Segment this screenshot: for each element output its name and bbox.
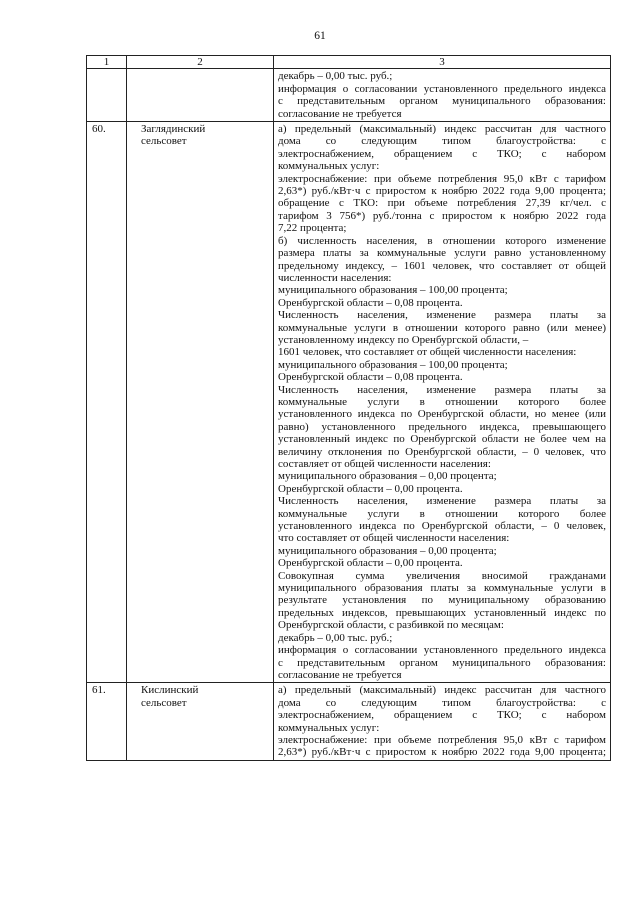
text-line: 1601 человек, что составляет от общей численности населения:	[278, 346, 577, 359]
text-line: равно) установленного предельного индекса, превышающего	[278, 420, 606, 433]
text-line: муниципального образования – 0,00 процента;	[278, 470, 497, 483]
text-line: установленному индексу по Оренбургской области, –	[278, 333, 529, 346]
table-row	[87, 69, 611, 122]
text-line: б) численность населения, в отношении которого изменение	[278, 234, 606, 247]
header-cell-2: 2	[127, 56, 274, 69]
description-cell	[274, 122, 611, 683]
text-line: декабрь – 0,00 тыс. руб.;	[278, 70, 393, 83]
table-body	[87, 56, 611, 761]
text-line: 2,63*) руб./кВт·ч с приростом к ноябрю 2022 года 9,00 процента;	[278, 746, 606, 759]
municipality-name-line: Заглядинский	[141, 123, 206, 136]
text-line: что составляет от общей численности населения:	[278, 532, 510, 545]
text-line: Оренбургской области – 0,00 процента.	[278, 482, 463, 495]
row-number: 60.	[87, 122, 127, 683]
text-line: декабрь – 0,00 тыс. руб.;	[278, 631, 393, 644]
text-line: электроснабжение: при объеме потребления 95,0 кВт с тарифом	[278, 733, 606, 746]
text-line: размера платы за коммунальные услуги равно установленному	[278, 247, 606, 260]
text-line: численности населения:	[278, 271, 392, 284]
row-number	[87, 69, 127, 122]
municipality-name	[127, 69, 274, 122]
text-line: Численность населения, изменение размера платы за	[278, 495, 606, 508]
text-line: Оренбургской области – 0,08 процента.	[278, 371, 463, 384]
text-line: с представительным органом муниципального образования:	[278, 656, 606, 669]
text-line: электроснабжением, обращением с ТКО; с набором	[278, 147, 606, 160]
text-line: а) предельный (максимальный) индекс рассчитан для частного	[278, 684, 606, 697]
text-line: электроснабжением, обращением с ТКО; с набором	[278, 709, 606, 722]
municipality-name-line: Кислинский	[141, 684, 199, 697]
text-line: Численность населения, изменение размера платы за	[278, 383, 606, 396]
text-line: информация о согласовании установленного предельного индекса	[278, 82, 606, 95]
text-line: согласование не требуется	[278, 668, 402, 681]
text-line: величину отклонения по Оренбургской области, – 0 человек, что	[278, 445, 606, 458]
page-number: 61	[314, 30, 326, 42]
text-line: Оренбургской области – 0,08 процента.	[278, 296, 463, 309]
text-line: дома со следующим типом благоустройства: с	[278, 696, 606, 709]
text-line: предельному индексу, – 1601 человек, что составляет от общей	[278, 259, 606, 272]
description-cell	[274, 69, 611, 122]
text-line: 7,22 процента;	[278, 222, 347, 235]
text-line: 2,63*) руб./кВт·ч с приростом к ноябрю 2022 года 9,00 процента;	[278, 185, 606, 198]
text-line: муниципального образования – 0,00 процента;	[278, 544, 497, 557]
municipality-name-line: сельсовет	[141, 135, 187, 148]
municipality-name-line: сельсовет	[141, 696, 187, 709]
text-line: обращение с ТКО: при объеме потребления 27,39 кг/чел. с	[278, 197, 606, 210]
text-line: тарифом 3 756*) руб./тонна с приростом к ноябрю 2022 года	[278, 209, 606, 222]
text-line: электроснабжение: при объеме потребления 95,0 кВт с тарифом	[278, 172, 606, 185]
table-row	[87, 122, 611, 683]
text-line: Совокупная сумма увеличения вносимой гражданами	[278, 569, 606, 582]
text-line: дома со следующим типом благоустройства: с	[278, 135, 606, 148]
text-line: муниципального образования платы за коммунальные услуги в	[278, 582, 606, 595]
municipality-name	[127, 683, 274, 760]
text-line: установленного индекса по Оренбургской области, но менее (или	[278, 408, 606, 421]
text-line: а) предельный (максимальный) индекс рассчитан для частного	[278, 123, 606, 136]
text-line: коммунальные услуги в отношении которого более	[278, 395, 606, 408]
text-line: коммунальных услуг:	[278, 160, 380, 173]
text-line: предельных индексов, превышающих установленный индекс по	[278, 606, 606, 619]
header-cell-3: 3	[274, 56, 611, 69]
text-line: коммунальные услуги в отношении которого более	[278, 507, 606, 520]
header-cell-1: 1	[87, 56, 127, 69]
text-line: муниципального образования – 100,00 процента;	[278, 358, 508, 371]
text-line: с представительным органом муниципального образования:	[278, 95, 606, 108]
document-table	[86, 55, 611, 761]
text-line: Оренбургской области – 0,00 процента.	[278, 557, 463, 570]
text-line: результате установления по муниципальному образованию	[278, 594, 606, 607]
text-line: составляет от общей численности населения:	[278, 458, 491, 470]
text-line: коммунальные услуги в отношении которого равно (или менее)	[278, 321, 606, 334]
text-line: муниципального образования – 100,00 процента;	[278, 284, 508, 297]
description-cell	[274, 683, 611, 760]
row-number: 61.	[87, 683, 127, 760]
text-line: установленного индекса по Оренбургской области, – 0 человек,	[278, 520, 606, 533]
text-line: согласование не требуется	[278, 107, 402, 120]
text-line: Оренбургской области, с разбивкой по месяцам:	[278, 619, 504, 632]
header-row	[87, 56, 611, 69]
text-line: Численность населения, изменение размера платы за	[278, 309, 606, 322]
text-line: информация о согласовании установленного предельного индекса	[278, 644, 606, 657]
municipality-name	[127, 122, 274, 683]
text-line: установленный индекс по Оренбургской области не более чем на	[278, 433, 606, 446]
text-line: коммунальных услуг:	[278, 721, 380, 734]
table-row	[87, 683, 611, 760]
